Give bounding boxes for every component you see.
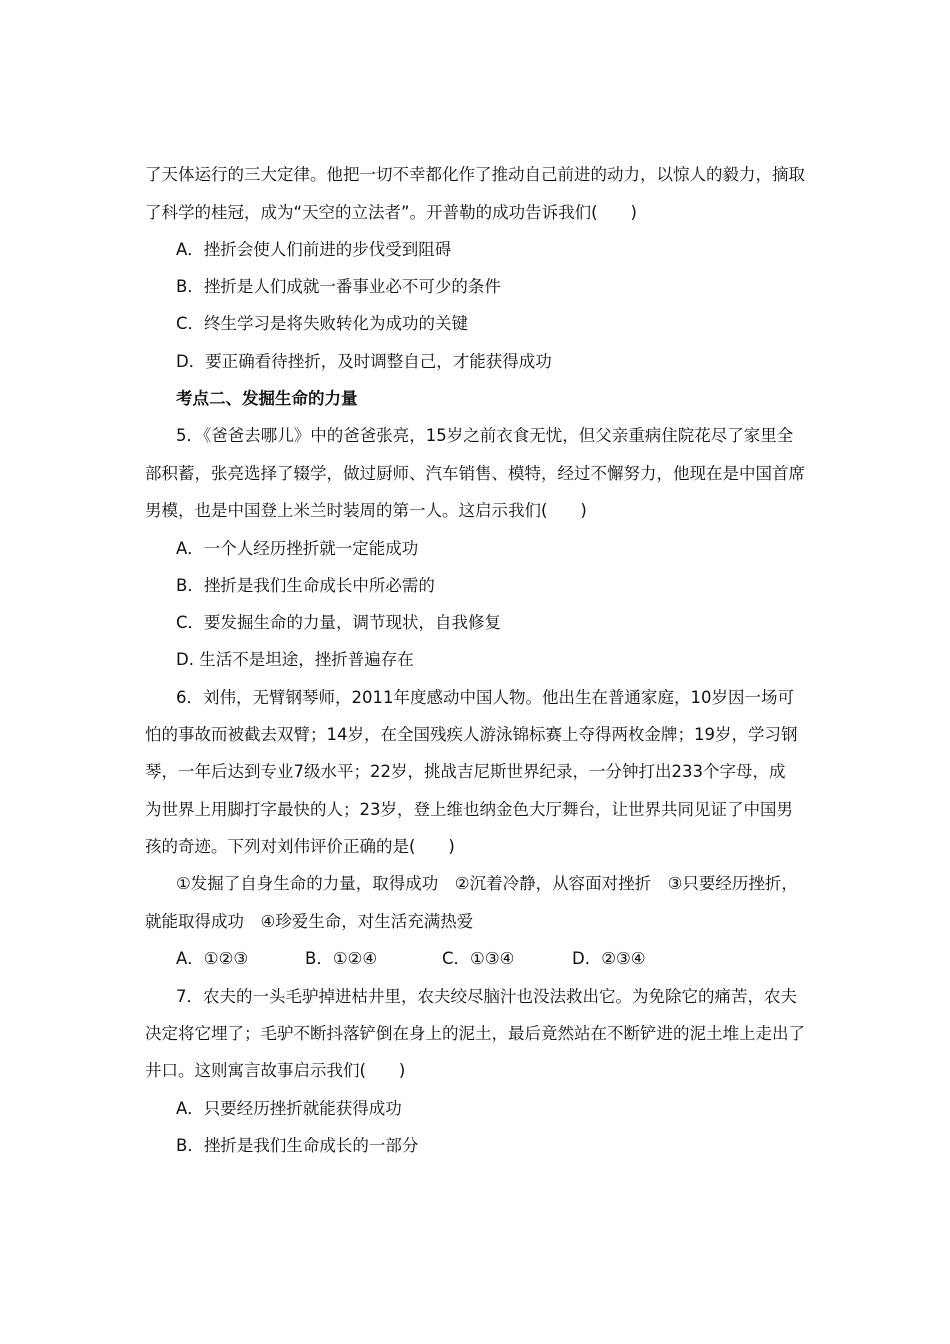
q6-text-line-1: 6．刘伟，无臂钢琴师，2011年度感动中国人物。他出生在普通家庭，10岁因一场可 (176, 688, 794, 707)
q5-option-d: D. 生活不是坦途，挫折普遍存在 (176, 650, 414, 669)
q5-text-line-1: 5．《爸爸去哪儿》中的爸爸张亮，15岁之前衣食无忧，但父亲重病住院花尽了家里全 (176, 426, 794, 445)
q7-text-line-3: 井口。这则寓言故事启示我们( ) (145, 1061, 406, 1080)
q4-text-line-1: 了天体运行的三大定律。他把一切不幸都化作了推动自己前进的动力，以惊人的毅力，摘取 (145, 165, 805, 184)
q6-option-b: B．①②④ (305, 949, 378, 968)
q5-text-line-3: 男模，也是中国登上米兰时装周的第一人。这启示我们( ) (145, 501, 587, 520)
q4-option-a: A．挫折会使人们前进的步伐受到阻碍 (176, 240, 452, 259)
q6-option-c: C．①③④ (442, 949, 515, 968)
q6-statements-line-1: ①发掘了自身生命的力量，取得成功 ②沉着冷静，从容面对挫折 ③只要经历挫折， (176, 874, 798, 893)
q6-option-a: A．①②③ (176, 949, 249, 968)
q5-option-c: C．要发掘生命的力量，调节现状，自我修复 (176, 613, 502, 632)
q7-text-line-1: 7．农夫的一头毛驴掉进枯井里，农夫绞尽脑汁也没法救出它。为免除它的痛苦，农夫 (176, 987, 797, 1006)
q5-text-line-2: 部积蓄，张亮选择了辍学，做过厨师、汽车销售、模特，经过不懈努力，他现在是中国首席 (145, 464, 805, 483)
q6-statements-line-2: 就能取得成功 ④珍爱生命，对生活充满热爱 (145, 912, 474, 931)
q4-option-b: B．挫折是人们成就一番事业必不可少的条件 (176, 277, 501, 296)
q7-text-line-2: 决定将它埋了；毛驴不断抖落铲倒在身上的泥土，最后竟然站在不断铲进的泥土堆上走出了 (145, 1024, 805, 1043)
q6-text-line-4: 为世界上用脚打字最快的人；23岁，登上维也纳金色大厅舞台，让世界共同见证了中国男 (145, 800, 793, 819)
q5-option-b: B．挫折是我们生命成长中所必需的 (176, 576, 435, 595)
q6-options-row (0, 949, 950, 973)
q6-text-line-5: 孩的奇迹。下列对刘伟评价正确的是( ) (145, 837, 455, 856)
q5-option-a: A．一个人经历挫折就一定能成功 (176, 539, 419, 558)
section-heading: 考点二、发掘生命的力量 (176, 389, 358, 408)
q6-option-d: D．②③④ (572, 949, 646, 968)
q4-option-d: D．要正确看待挫折，及时调整自己，才能获得成功 (176, 352, 552, 371)
q6-text-line-3: 琴，一年后达到专业7级水平；22岁，挑战吉尼斯世界纪录，一分钟打出233个字母，成 (145, 762, 786, 781)
q7-option-a: A．只要经历挫折就能获得成功 (176, 1099, 402, 1118)
q6-text-line-2: 怕的事故而被截去双臂；14岁，在全国残疾人游泳锦标赛上夺得两枚金牌；19岁，学习钢 (145, 725, 798, 744)
q4-option-c: C．终生学习是将失败转化为成功的关键 (176, 314, 469, 333)
q7-option-b: B．挫折是我们生命成长的一部分 (176, 1136, 419, 1155)
q4-text-line-2: 了科学的桂冠，成为“天空的立法者”。开普勒的成功告诉我们( ) (145, 203, 637, 222)
